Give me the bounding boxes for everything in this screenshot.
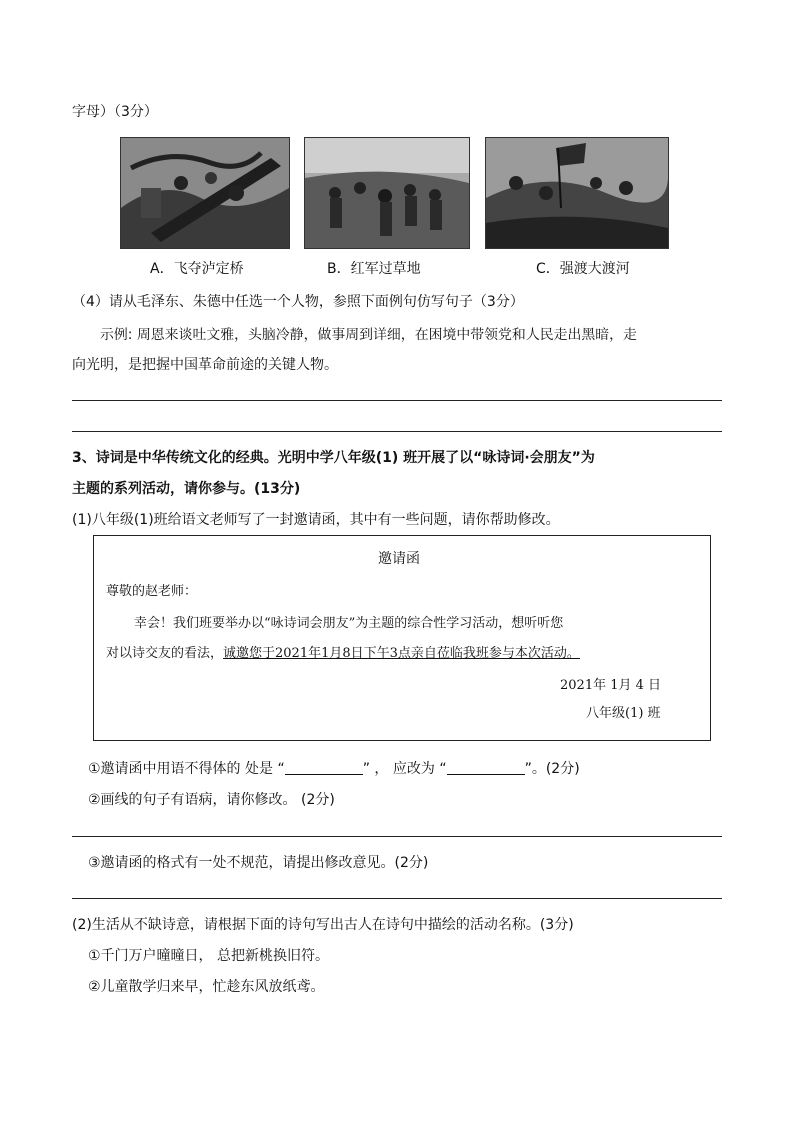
answer-blank[interactable] bbox=[285, 760, 363, 775]
q4-example-line2: 向光明，是把握中国革命前途的关键人物。 bbox=[72, 357, 338, 373]
q3-sub1: (1)八年级(1)班给语文老师写了一封邀请函，其中有一些问题，请你帮助修改。 bbox=[72, 512, 560, 528]
caption-b: B．红军过草地 bbox=[327, 261, 421, 277]
picture-b bbox=[304, 137, 470, 249]
picture-c bbox=[485, 137, 669, 249]
caption-a: A．飞夺泸定桥 bbox=[150, 261, 244, 277]
answer-line[interactable] bbox=[72, 836, 722, 837]
caption-c: C．强渡大渡河 bbox=[536, 261, 630, 277]
answer-line[interactable] bbox=[72, 431, 722, 432]
letter-salutation: 尊敬的赵老师： bbox=[106, 584, 198, 599]
q3-sub2: (2)生活从不缺诗意，请根据下面的诗句写出古人在诗句中描绘的活动名称。(3分) bbox=[72, 917, 574, 933]
question-fragment: 字母）（3分） bbox=[72, 104, 158, 120]
poem-line1: ①千门万户曈曈日， 总把新桃换旧符。 bbox=[88, 948, 329, 964]
q3-item1 bbox=[88, 758, 580, 778]
q4-prompt: （4）请从毛泽东、朱德中任选一个人物，参照下面例句仿写句子（3分） bbox=[72, 294, 524, 310]
letter-body-line1: 幸会！我们班要举办以“咏诗词会朋友”为主题的综合性学习活动，想听听您 bbox=[134, 616, 564, 631]
item1-text-b: ” ， 应改为 “ bbox=[362, 761, 447, 777]
underlined-sentence: 诚邀您于2021年1月8日下午3点亲自莅临我班参与本次活动。 bbox=[223, 646, 580, 661]
poem-line2: ②儿童散学归来早，忙趁东风放纸鸢。 bbox=[88, 979, 325, 995]
item1-text-c: ”。(2分) bbox=[524, 761, 580, 777]
answer-line[interactable] bbox=[72, 400, 722, 401]
invitation-letter bbox=[93, 535, 711, 741]
answer-line[interactable] bbox=[72, 898, 722, 899]
letter-signature: 八年级(1) 班 bbox=[586, 706, 661, 721]
q3-heading-line2: 主题的系列活动，请你参与。(13分) bbox=[72, 481, 301, 497]
answer-blank[interactable] bbox=[447, 760, 525, 775]
item1-text-a: ①邀请函中用语不得体的 处是 “ bbox=[88, 761, 285, 777]
letter-body-plain: 对以诗交友的看法， bbox=[106, 646, 224, 661]
q3-item3: ③邀请函的格式有一处不规范，请提出修改意见。(2分) bbox=[88, 855, 429, 871]
picture-a bbox=[120, 137, 290, 249]
q4-example-line1: 示例: 周恩来谈吐文雅，头脑冷静，做事周到详细，在困境中带领党和人民走出黑暗，走 bbox=[100, 327, 637, 343]
q3-item2: ②画线的句子有语病，请你修改。 (2分) bbox=[88, 792, 335, 808]
letter-title: 邀请函 bbox=[378, 551, 420, 567]
letter-body-line2 bbox=[106, 642, 580, 661]
letter-date: 2021年 1月 4 日 bbox=[560, 678, 662, 693]
q3-heading-line1: 3、诗词是中华传统文化的经典。光明中学八年级(1) 班开展了以“咏诗词·会朋友”为 bbox=[72, 450, 595, 466]
